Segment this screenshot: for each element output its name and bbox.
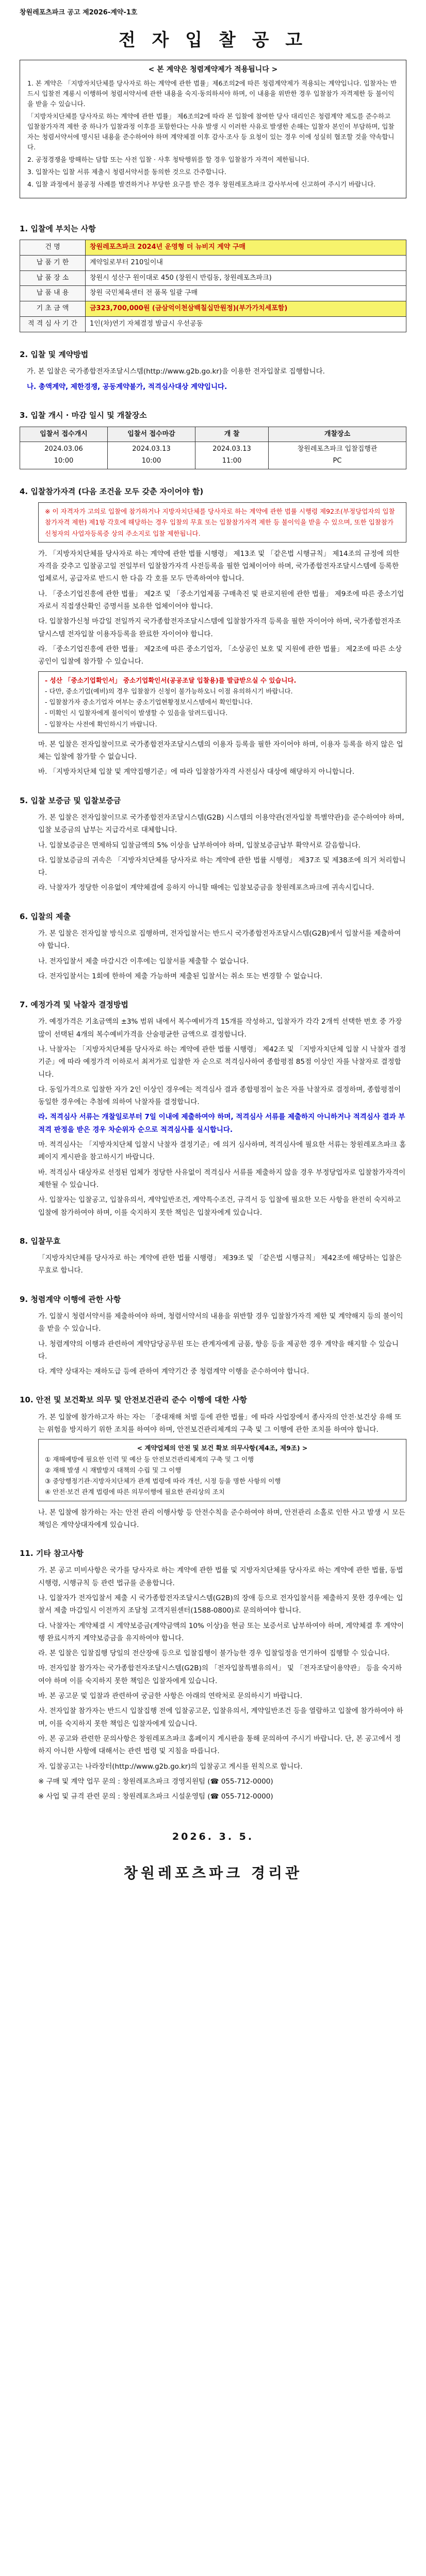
paragraph: 나. 입찰보증금은 면제하되 입찰금액의 5% 이상을 납부하여야 하며, 입찰보증금납부 확약서로 갈음합니다. (38, 841, 361, 850)
section-heading: 10. 안전 및 보건확보 의무 및 안전보건관리 준수 이행에 대한 사항 (20, 1395, 248, 1405)
box-line: - 미확인 시 입찰자에게 불이익이 발생할 수 있음을 알려드립니다. (45, 709, 228, 717)
issuer-name: 창원레포츠파크 경리관 (123, 1864, 303, 1882)
paragraph: 다. 동일가격으로 입찰한 자가 2인 이상인 경우에는 적격심사 결과 종합평점이 높은 자를 낙찰자로 결정하며, 종합평점이 동일한 경우에는 추첨에 의하여 낙찰자를 결정합니다. (38, 1085, 401, 1107)
notice-head: < 본 계약은 청렴계약제가 적용됩니다 > (148, 65, 278, 74)
table-row (20, 316, 406, 332)
column-header: 입찰서 접수개시 (20, 427, 108, 442)
org-line: 창원레포츠파크 공고 제2026-계약-1호 (20, 9, 138, 16)
column-header: 개 찰 (195, 427, 269, 442)
paragraph: 나. 청렴계약의 이행과 관련하여 계약담당공무원 또는 관계자에게 금품, 향응 등을 제공한 경우 계약을 해지할 수 있습니다. (38, 1340, 399, 1361)
paragraph: 「지방자치단체를 당사자로 하는 계약에 관한 법률 시행령」 제39조 및 「같은법 시행규칙」 제42조에 해당하는 입찰은 무효로 합니다. (38, 1254, 402, 1275)
box-line: - 성산 「중소기업확인서」 중소기업확인서(공공조달 입찰용)를 발급받으실 수 있습니다. (45, 676, 297, 684)
paragraph: 아. 본 공고와 관련한 문의사항은 창원레포츠파크 홈페이지 게시판을 통해 문의하여 주시기 바랍니다. 단, 본 공고에서 정하지 아니한 사항에 대해서는 관련 법령 및 지침을 따릅니다. (38, 1734, 401, 1756)
paragraph: 나. 낙찰자는 「지방자치단체를 당사자로 하는 계약에 관한 법률 시행령」 제42조 및 「지방자치단체 입찰 시 낙찰자 결정기준」에 따라 예정가격 이하로서 최저가로 입찰한 자 순으로 적격심사하여 종합평점 85점 이상인 자를 낙찰자로 결정합니다. (38, 1045, 406, 1079)
column-header: 입찰서 접수마감 (108, 427, 195, 442)
table-label: 적 격 심 사 기 간 (20, 316, 86, 332)
paragraph: 가. 본 입찰에 참가하고자 하는 자는 「중대재해 처벌 등에 관한 법률」에 따라 사업장에서 종사자의 안전·보건상 유해 또는 위험을 방지하기 위한 조치를 하여야 하며, 안전보건관리체계의 구축 및 그 이행에 관한 조치를 하여야 합니다. (38, 1413, 402, 1434)
table-value: 창원 국민체육센터 전 품목 일괄 구매 (86, 286, 406, 301)
table-row (20, 270, 406, 286)
table-header-row (20, 427, 406, 442)
column-header: 개찰장소 (269, 427, 406, 442)
table-value: 금323,700,000원 (금삼억이천삼백칠십만원정)(부가가치세포함) (86, 301, 406, 317)
paragraph: 라. 본 입찰은 입찰집행 당일의 전산장애 등으로 입찰집행이 불가능한 경우 입찰일정을 연기하여 집행할 수 있습니다. (38, 1649, 390, 1658)
table-cell: 2024.03.13 11:00 (195, 442, 269, 469)
box-line: ① 재해예방에 필요한 인력 및 예산 등 안전보건관리체계의 구축 및 그 이행 (45, 1455, 254, 1463)
notice-para: 3. 입찰자는 입찰 서류 제출시 청렴서약서를 동의한 것으로 간주합니다. (27, 167, 226, 176)
section-heading: 11. 기타 참고사항 (20, 1549, 84, 1558)
section-heading: 6. 입찰의 제출 (20, 911, 71, 921)
box-line: - 다만, 중소기업(예비)의 경우 입찰참가 신청이 불가능하오니 이점 유의하시기 바랍니다. (45, 687, 293, 695)
box-line: ③ 중앙행정기관·지방자치단체가 관계 법령에 따라 개선, 시정 등을 명한 사항의 이행 (45, 1477, 281, 1485)
notice-para: 2. 공정경쟁을 방해하는 담합 또는 사전 입찰 · 사후 청탁행위를 할 경우 입찰참가 자격이 제한됩니다. (27, 155, 309, 163)
paragraph: 가. 본 공고 미비사항은 국가를 당사자로 하는 계약에 관한 법률 및 지방자치단체를 당사자로 하는 계약에 관한 법률, 동법 시행령, 시행규칙 등 관련 법규를 준용합니다. (38, 1566, 403, 1587)
table-label: 납 품 기 한 (20, 255, 86, 270)
paragraph: 바. 본 공고문 및 입찰과 관련하여 궁금한 사항은 아래의 연락처로 문의하시기 바랍니다. (38, 1692, 303, 1701)
box-line: < 계약업체의 안전 및 보건 확보 의무사항(제4조, 제9조) > (137, 1444, 308, 1452)
table-label: 건 명 (20, 240, 86, 256)
paragraph: 자. 입찰공고는 나라장터(http://www.g2b.go.kr)의 입찰공고 게시를 원칙으로 합니다. (38, 1762, 303, 1771)
paragraph: 나. 입찰자가 전자입찰서 제출 시 국가종합전자조달시스템(G2B)의 장애 등으로 전자입찰서를 제출하지 못한 경우에는 입찰서 제출 마감일시 이전까지 조달청 고객지원센터(1588-0800)로 문의하여야 합니다. (38, 1594, 403, 1615)
table-row (20, 301, 406, 317)
section-heading: 1. 입찰에 부치는 사항 (20, 224, 96, 233)
paragraph: 가. 예정가격은 기초금액의 ±3% 범위 내에서 복수예비가격 15개를 작성하고, 입찰자가 각각 2개씩 선택한 번호 중 가장 많이 선택된 4개의 복수예비가격을 산술평균한 금액으로 결정합니다. (38, 1018, 402, 1039)
table-value: 계약일로부터 210일이내 (86, 255, 406, 270)
paragraph: 가. 본 입찰은 전자입찰 방식으로 집행하며, 전자입찰서는 반드시 국가종합전자조달시스템(G2B)에서 입찰서를 제출하여야 합니다. (38, 929, 401, 951)
paragraph: 나. 전자입찰서 제출 마감시간 이후에는 입찰서를 제출할 수 없습니다. (38, 957, 249, 965)
table-value: 창원레포츠파크 2024년 운영형 더 뉴비지 계약 구매 (86, 240, 406, 256)
paragraph: 바. 적격심사 대상자로 선정된 업체가 정당한 사유없이 적격심사 서류를 제출하지 않을 경우 부정당업자로 입찰참가자격이 제한될 수 있습니다. (38, 1168, 406, 1189)
table-label: 납 품 내 용 (20, 286, 86, 301)
section-heading: 9. 청렴계약 이행에 관한 사항 (20, 1294, 121, 1304)
paragraph: 사. 입찰자는 입찰공고, 입찰유의서, 계약일반조건, 계약특수조건, 규격서 등 입찰에 필요한 모든 사항을 완전히 숙지하고 입찰에 참가하여야 하며, 이를 숙지하지 못한 책임은 입찰자에게 있습니다. (38, 1196, 401, 1217)
section-heading: 7. 예정가격 및 낙찰자 결정방법 (20, 1000, 128, 1010)
paragraph: 다. 입찰보증금의 귀속은 「지방자치단체를 당사자로 하는 계약에 관한 법률 시행령」 제37조 및 제38조에 의거 처리합니다. (38, 856, 406, 877)
paragraph: 라. 「중소기업진흥에 관한 법률」 제2조에 따른 중소기업자, 「소상공인 보호 및 지원에 관한 법률」 제2조에 따른 소상공인이 입찰에 참가할 수 있습니다. (38, 645, 402, 666)
section-heading: 2. 입찰 및 계약방법 (20, 349, 89, 359)
integrity-notice-box (20, 60, 406, 198)
paragraph: 마. 전자입찰 참가자는 국가종합전자조달시스템(G2B)의 「전자입찰특별유의서」 및 「전자조달이용약관」 등을 숙지하여야 하며 이를 숙지하지 못한 책임은 입찰자에게 있습니다. (38, 1664, 402, 1685)
notice-para: 4. 입찰 과정에서 불공정 사례를 발견하거나 부당한 요구를 받은 경우 창원레포츠파크 감사부서에 신고하여 주시기 바랍니다. (27, 180, 376, 188)
paragraph: 나. 「중소기업진흥에 관한 법률」 제2조 및 「중소기업제품 구매촉진 및 판로지원에 관한 법률」 제9조에 따른 중소기업자로서 직접생산확인 증명서를 보유한 업체이어야 합니다. (38, 589, 404, 611)
notice-para: 1. 본 계약은 「지방자치단체를 당사자로 하는 계약에 관한 법률」제6조의2에 따른 청렴계약제가 적용되는 계약입니다. 입찰자는 반드시 입찰전 계룡시 이행하여 청렴서약서에 관한 내용을 숙지·동의하셔야 하며, 이 내용을 위반한 경우 입찰참가 자격제한 등 불이익을 받을 수 있습니다. (27, 79, 397, 108)
table-label: 납 품 장 소 (20, 270, 86, 286)
paragraph: 가. 본 입찰은 국가종합전자조달시스템(http://www.g2b.go.kr)을 이용한 전자입찰로 집행합니다. (27, 367, 325, 376)
paragraph: 나. 총액계약, 제한경쟁, 공동계약불가, 적격심사대상 계약입니다. (27, 383, 227, 392)
paragraph: 가. 본 입찰은 전자입찰이므로 국가종합전자조달시스템(G2B) 시스템의 이용약관(전자입찰 특별약관)을 준수하여야 하며, 입찰 보증금의 납부는 지급각서로 대체합니다. (38, 813, 404, 835)
paragraph: 가. 「지방자치단체를 당사자로 하는 계약에 관한 법률 시행령」 제13조 및 「같은법 시행규칙」 제14조의 규정에 의한 자격을 갖추고 입찰공고일 전일부터 입찰참가자격 사전등록을 필한 업체이어야 하며, 국가종합전자조달시스템에 등록한 업체로서, 공급자로 반드시 한 다음 각 호를 모두 만족하여야 합니다. (38, 549, 400, 583)
section-heading: 5. 입찰 보증금 및 입찰보증금 (20, 795, 121, 805)
paragraph: 사. 전자입찰 참가자는 반드시 입찰집행 전에 입찰공고문, 입찰유의서, 계약일반조건 등을 열람하고 입찰에 참가하여야 하며, 이를 숙지하지 못한 책임은 입찰자에게 있습니다. (38, 1707, 403, 1728)
paragraph: 다. 계약 상대자는 재하도급 등에 관하여 계약기간 중 청렴계약 이행을 준수하여야 합니다. (38, 1367, 309, 1376)
table-label: 기 초 금 액 (20, 301, 86, 317)
table-cell: 2024.03.13 10:00 (108, 442, 195, 469)
section-heading: 4. 입찰참가자격 (다음 조건을 모두 갖춘 자이어야 함) (20, 486, 204, 496)
paragraph: 다. 입찰참가신청 마감일 전일까지 국가종합전자조달시스템에 입찰참가자격 등록을 필한 자이어야 하며, 국가종합전자조달시스템 전자입찰 이용자등록을 완료한 자이어야 합니다. (38, 617, 401, 638)
box-line: - 입찰자는 사전에 확인하시기 바랍니다. (45, 720, 157, 728)
table-value: 1인(차)연기 자체결정 발급시 우선공동 (86, 316, 406, 332)
section-heading: 3. 입찰 개시 · 마감 일시 및 개찰장소 (20, 411, 147, 420)
table-row (20, 240, 406, 256)
paragraph: 라. 적격심사 서류는 개찰일로부터 7일 이내에 제출하여야 하며, 적격심사 서류를 제출하지 아니하거나 적격심사 결과 부적격 판정을 받은 경우 차순위자 순으로 적격심사를 실시합니다. (38, 1113, 405, 1134)
safety-duty-box (38, 1439, 406, 1501)
warning-box: ※ 이 자격자가 고의로 입찰에 참가하거나 지방자치단체를 당사자로 하는 계약에 관한 법률 시행령 제92조(부정당업자의 입찰참가자격 제한) 제1항 각호에 해당하는 경우 입찰의 무효 또는 입찰참가자격 제한 등 불이익을 받을 수 있으며, 또한 입찰참가 신청자의 사업자등록증 상의 주소지로 입찰 제한됩니다. (38, 502, 406, 543)
contact-line: ※ 구매 및 계약 업무 문의 : 창원레포츠파크 경영지원팀 (☎ 055-712-0000) (38, 1777, 273, 1786)
table-cell: 창원레포츠파크 입찰집행관 PC (269, 442, 406, 469)
table-cell: 2024.03.06 10:00 (20, 442, 108, 469)
page-title: 전 자 입 찰 공 고 (118, 29, 308, 50)
paragraph: 바. 「지방자치단체 입찰 및 계약집행기준」에 따라 입찰참가자격 사전심사 대상에 해당하지 아니합니다. (38, 768, 355, 776)
paragraph: 마. 적격심사는 「지방자치단체 입찰시 낙찰자 결정기준」에 의거 심사하며, 적격심사에 필요한 서류는 창원레포츠파크 홈페이지 게시판을 참고하시기 바랍니다. (38, 1141, 406, 1162)
paragraph: 가. 입찰시 청렴서약서를 제출하여야 하며, 청렴서약서의 내용을 위반할 경우 입찰참가자격 제한 및 계약해지 등의 불이익을 받을 수 있습니다. (38, 1312, 403, 1333)
table-value: 창원시 성산구 원이대로 450 (창원시 반림동, 창원레포츠파크) (86, 270, 406, 286)
paragraph: 다. 낙찰자는 계약체결 시 계약보증금(계약금액의 10% 이상)을 현금 또는 보증서로 납부하여야 하며, 계약체결 후 계약이행 완료시까지 계약보증금을 유지하여야 합니다. (38, 1621, 404, 1642)
table-row (20, 255, 406, 270)
box-line: ④ 안전·보건 관계 법령에 따른 의무이행에 필요한 관리상의 조치 (45, 1488, 225, 1496)
box-line: ② 재해 발생 시 재발방지 대책의 수립 및 그 이행 (45, 1466, 182, 1474)
paragraph: 라. 낙찰자가 정당한 이유없이 계약체결에 응하지 아니할 때에는 입찰보증금을 창원레포츠파크에 귀속시킵니다. (38, 884, 374, 892)
box-line: - 입찰참가자 중소기업자 여부는 중소기업현황정보시스템에서 확인합니다. (45, 698, 253, 706)
notice-para: 「지방자치단체를 당사자로 하는 계약에 관한 법률」 제6조의2에 따라 본 입찰에 참여한 당사 대리인은 청렴계약 제도를 준수하고 입찰참가자격 제한 중 하나가 입찰과정 이후를 포함한다는 사유 발생 시 이러한 사유로 발생한 손해는 입찰자 본인이 부담하며, 입찰자는 청렴서약서에 명시된 내용을 준수하여야 하며 계약체결 이후 감사·조사 등 요청이 있는 경우 이에 성실히 협조할 것을 약속합니다. (27, 112, 395, 151)
sme-note-box (38, 671, 406, 733)
table-row (20, 442, 406, 469)
schedule-table (20, 427, 406, 469)
paragraph: 다. 전자입찰서는 1회에 한하여 제출 가능하며 제출된 입찰서는 취소 또는 변경할 수 없습니다. (38, 972, 323, 980)
paragraph: 나. 본 입찰에 참가하는 자는 안전 관리 이행사항 등 안전수칙을 준수하여야 하며, 안전관리 소홀로 인한 사고 발생 시 모든 책임은 계약상대자에게 있습니다. (38, 1508, 405, 1529)
contact-line: ※ 사업 및 규격 관련 문의 : 창원레포츠파크 시설운영팀 (☎ 055-712-0000) (38, 1792, 273, 1801)
table-row (20, 286, 406, 301)
bid-info-table (20, 240, 406, 332)
paragraph: 마. 본 입찰은 전자입찰이므로 국가종합전자조달시스템의 이용자 등록을 필한 자이어야 하며, 이용자 등록을 하지 않은 업체는 입찰에 참가할 수 없습니다. (38, 740, 403, 761)
section-heading: 8. 입찰무효 (20, 1236, 61, 1246)
announcement-date: 2026. 3. 5. (172, 1831, 254, 1843)
